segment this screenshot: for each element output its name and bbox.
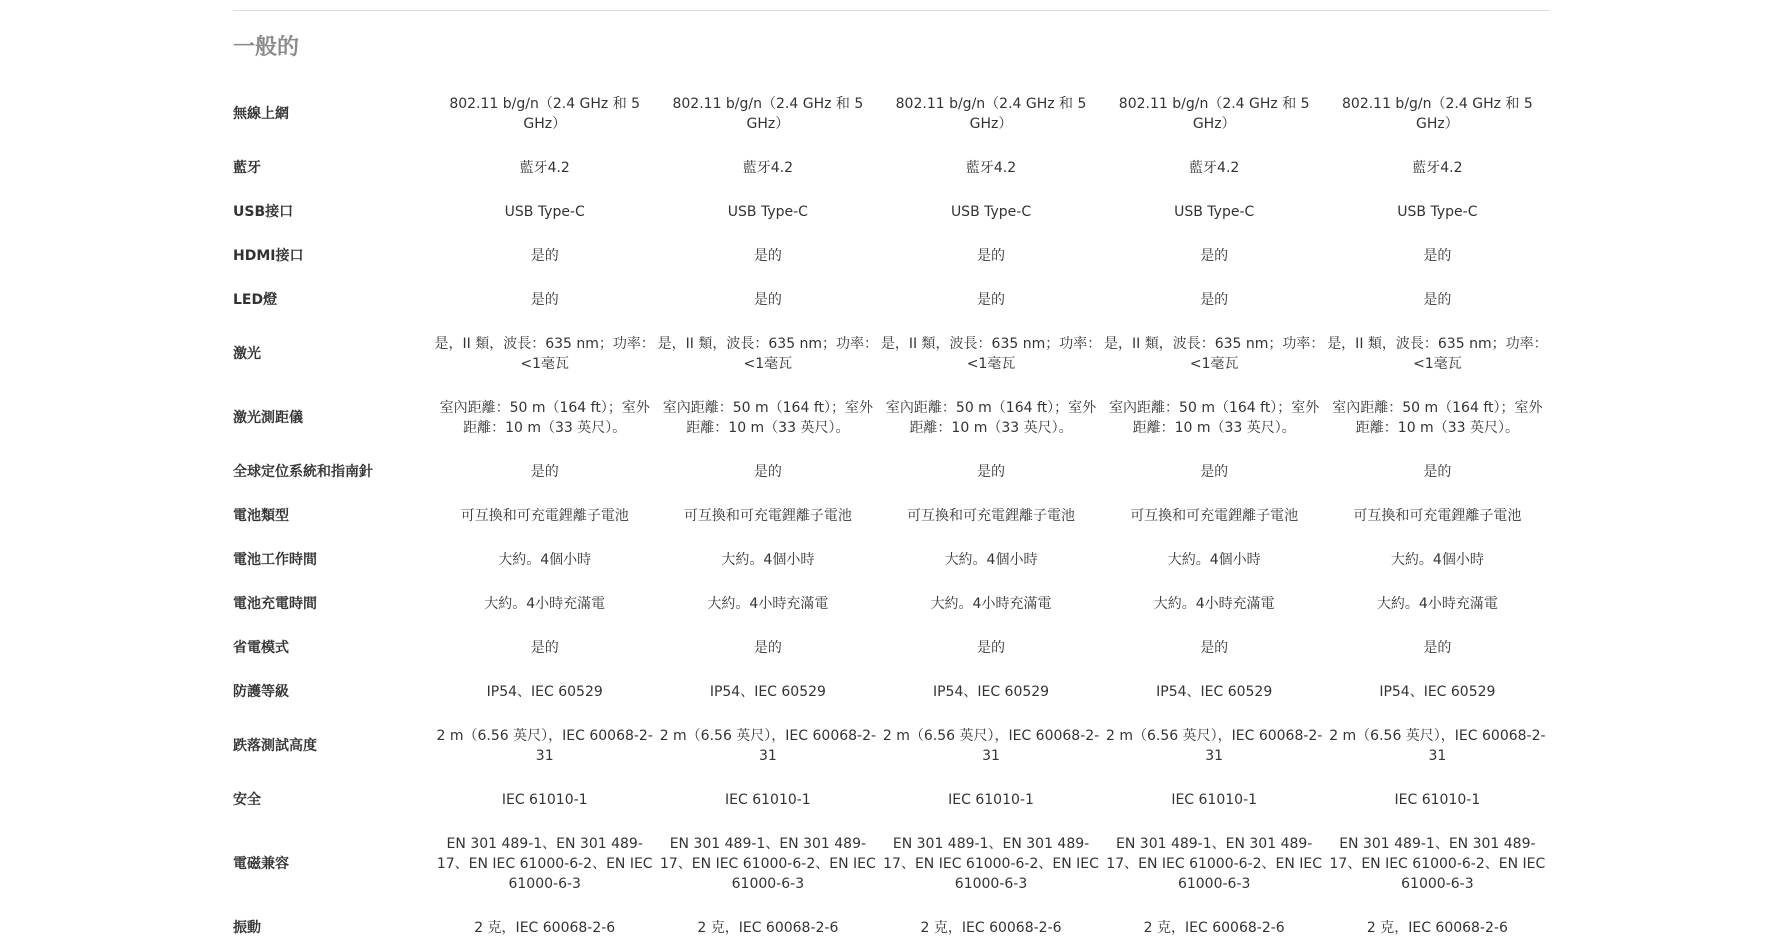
- spec-cell: 2 m（6.56 英尺），IEC 60068-2-31: [659, 728, 877, 764]
- spec-cell: EN 301 489-1、EN 301 489-17、EN IEC 61000-6-2、EN IEC 61000-6-3: [883, 836, 1099, 892]
- spec-cell: 室內距離：50 m（164 ft）；室外距離：10 m（33 英尺）。: [1332, 400, 1543, 436]
- spec-cell: 是，II 類，波長：635 nm；功率：<1毫瓦: [1327, 336, 1548, 372]
- spec-cell: 可互換和可充電鋰離子電池: [1130, 508, 1299, 524]
- section-divider: [233, 10, 1549, 11]
- spec-cell: IEC 61010-1: [948, 792, 1034, 808]
- spec-cell: 802.11 b/g/n（2.4 GHz 和 5 GHz）: [449, 96, 641, 132]
- spec-cell: 是的: [530, 248, 559, 264]
- spec-cell: IP54、IEC 60529: [486, 684, 603, 700]
- spec-cell: 2 克，IEC 60068-2-6: [920, 920, 1062, 936]
- spec-cell: 是的: [1423, 292, 1452, 308]
- spec-cell: 802.11 b/g/n（2.4 GHz 和 5 GHz）: [1342, 96, 1533, 132]
- spec-cell: 是，II 類，波長：635 nm；功率：<1毫瓦: [657, 336, 879, 372]
- spec-cell: 是的: [1200, 248, 1229, 264]
- spec-cell: 是的: [1423, 640, 1452, 656]
- spec-cell: 室內距離：50 m（164 ft）；室外距離：10 m（33 英尺）。: [439, 400, 650, 436]
- row-label: 安全: [233, 792, 261, 808]
- spec-cell: 室內距離：50 m（164 ft）；室外距離：10 m（33 英尺）。: [1109, 400, 1320, 436]
- spec-cell: 2 m（6.56 英尺），IEC 60068-2-31: [1329, 728, 1546, 764]
- spec-cell: 可互換和可充電鋰離子電池: [907, 508, 1076, 524]
- table-row: [233, 822, 1549, 906]
- spec-cell: 是的: [977, 464, 1006, 480]
- spec-cell: IEC 61010-1: [1171, 792, 1258, 808]
- spec-cell: 大約。4個小時: [721, 552, 815, 568]
- spec-cell: 是的: [530, 640, 559, 656]
- table-row: [233, 386, 1549, 450]
- spec-cell: 2 m（6.56 英尺），IEC 60068-2-31: [1106, 728, 1323, 764]
- spec-cell: 大約。4小時充滿電: [484, 596, 606, 612]
- spec-cell: USB Type-C: [727, 204, 808, 220]
- spec-cell: 是的: [977, 292, 1006, 308]
- spec-cell: 可互換和可充電鋰離子電池: [460, 508, 629, 524]
- spec-cell: 是，II 類，波長：635 nm；功率：<1毫瓦: [880, 336, 1102, 372]
- spec-cell: IP54、IEC 60529: [1156, 684, 1273, 700]
- spec-cell: 大約。4個小時: [498, 552, 592, 568]
- table-row: [233, 778, 1549, 822]
- table-row: [233, 450, 1549, 494]
- row-label: 振動: [233, 920, 261, 936]
- table-row: [233, 670, 1549, 714]
- spec-cell: IEC 61010-1: [1394, 792, 1481, 808]
- spec-cell: IP54、IEC 60529: [1379, 684, 1496, 700]
- spec-cell: USB Type-C: [950, 204, 1032, 220]
- spec-cell: 是的: [1423, 464, 1452, 480]
- spec-cell: 可互換和可充電鋰離子電池: [1353, 508, 1522, 524]
- table-row: [233, 82, 1549, 146]
- spec-cell: 是，II 類，波長：635 nm；功率：<1毫瓦: [434, 336, 655, 372]
- spec-cell: 2 m（6.56 英尺），IEC 60068-2-31: [436, 728, 653, 764]
- spec-cell: EN 301 489-1、EN 301 489-17、EN IEC 61000-6-2、EN IEC 61000-6-3: [1329, 836, 1546, 892]
- spec-cell: 大約。4個小時: [1167, 552, 1261, 568]
- table-row: [233, 538, 1549, 582]
- spec-cell: 是的: [530, 292, 559, 308]
- table-row: [233, 234, 1549, 278]
- spec-cell: 是的: [1200, 640, 1229, 656]
- spec-cell: IP54、IEC 60529: [932, 684, 1050, 700]
- spec-cell: 是的: [977, 640, 1006, 656]
- spec-cell: 802.11 b/g/n（2.4 GHz 和 5 GHz）: [1118, 96, 1310, 132]
- spec-cell: 是的: [1423, 248, 1452, 264]
- spec-cell: IEC 61010-1: [501, 792, 588, 808]
- table-row: [233, 494, 1549, 538]
- row-label: LED燈: [233, 292, 278, 308]
- spec-cell: IP54、IEC 60529: [709, 684, 826, 700]
- table-row: [233, 714, 1549, 778]
- spec-cell: 大約。4小時充滿電: [930, 596, 1052, 612]
- row-label: 電池類型: [233, 508, 289, 524]
- row-label: 電池充電時間: [233, 596, 317, 612]
- spec-cell: 802.11 b/g/n（2.4 GHz 和 5 GHz）: [672, 96, 864, 132]
- table-row: [233, 626, 1549, 670]
- spec-cell: 是的: [753, 640, 782, 656]
- spec-cell: USB Type-C: [504, 204, 585, 220]
- spec-cell: EN 301 489-1、EN 301 489-17、EN IEC 61000-6-2、EN IEC 61000-6-3: [659, 836, 876, 892]
- spec-cell: 是的: [753, 292, 782, 308]
- spec-cell: EN 301 489-1、EN 301 489-17、EN IEC 61000-6-2、EN IEC 61000-6-3: [1106, 836, 1323, 892]
- table-row: [233, 582, 1549, 626]
- spec-cell: 大約。4個小時: [944, 552, 1038, 568]
- spec-cell: 2 克，IEC 60068-2-6: [1366, 920, 1508, 936]
- spec-cell: 藍牙4.2: [742, 160, 793, 176]
- row-label: 跌落測試高度: [233, 738, 317, 754]
- table-row: [233, 278, 1549, 322]
- spec-cell: 2 克，IEC 60068-2-6: [697, 920, 839, 936]
- spec-cell: 2 克，IEC 60068-2-6: [474, 920, 616, 936]
- spec-cell: 大約。4小時充滿電: [1153, 596, 1275, 612]
- spec-cell: 2 克，IEC 60068-2-6: [1143, 920, 1285, 936]
- spec-cell: 大約。4小時充滿電: [707, 596, 829, 612]
- spec-cell: 可互換和可充電鋰離子電池: [683, 508, 852, 524]
- row-label: 無線上網: [233, 106, 289, 122]
- row-label: 激光: [233, 346, 261, 362]
- table-row: [233, 146, 1549, 190]
- spec-cell: USB Type-C: [1174, 204, 1255, 220]
- spec-cell: 藍牙4.2: [1189, 160, 1240, 176]
- row-label: 防護等級: [233, 684, 289, 700]
- spec-cell: EN 301 489-1、EN 301 489-17、EN IEC 61000-6-2、EN IEC 61000-6-3: [436, 836, 653, 892]
- spec-cell: 是的: [753, 464, 782, 480]
- spec-cell: USB Type-C: [1397, 204, 1478, 220]
- table-row: [233, 906, 1549, 943]
- spec-cell: 藍牙4.2: [965, 160, 1017, 176]
- row-label: 全球定位系統和指南針: [233, 464, 373, 480]
- spec-cell: IEC 61010-1: [725, 792, 811, 808]
- row-label: 電磁兼容: [233, 856, 289, 872]
- spec-cell: 藍牙4.2: [1412, 160, 1463, 176]
- row-label: USB接口: [233, 204, 294, 220]
- spec-cell: 是的: [753, 248, 782, 264]
- spec-cell: 大約。4個小時: [1390, 552, 1484, 568]
- spec-table: [233, 82, 1549, 943]
- spec-cell: 是的: [1200, 464, 1229, 480]
- table-row: [233, 322, 1549, 386]
- section-title: 一般的: [233, 35, 300, 60]
- spec-cell: 室內距離：50 m（164 ft）；室外距離：10 m（33 英尺）。: [662, 400, 873, 436]
- row-label: 電池工作時間: [233, 552, 317, 568]
- spec-cell: 是的: [530, 464, 559, 480]
- spec-cell: 是的: [1200, 292, 1229, 308]
- spec-cell: 是，II 類，波長：635 nm；功率：<1毫瓦: [1103, 336, 1325, 372]
- row-label: 激光測距儀: [233, 410, 303, 426]
- spec-cell: 室內距離：50 m（164 ft）；室外距離：10 m（33 英尺）。: [885, 400, 1097, 436]
- row-label: 藍牙: [233, 160, 261, 176]
- spec-cell: 是的: [977, 248, 1006, 264]
- row-label: 省電模式: [233, 640, 289, 656]
- spec-cell: 藍牙4.2: [519, 160, 570, 176]
- row-label: HDMI接口: [233, 248, 304, 264]
- table-row: [233, 190, 1549, 234]
- spec-cell: 802.11 b/g/n（2.4 GHz 和 5 GHz）: [895, 96, 1087, 132]
- spec-cell: 2 m（6.56 英尺），IEC 60068-2-31: [882, 728, 1100, 764]
- spec-cell: 大約。4小時充滿電: [1376, 596, 1498, 612]
